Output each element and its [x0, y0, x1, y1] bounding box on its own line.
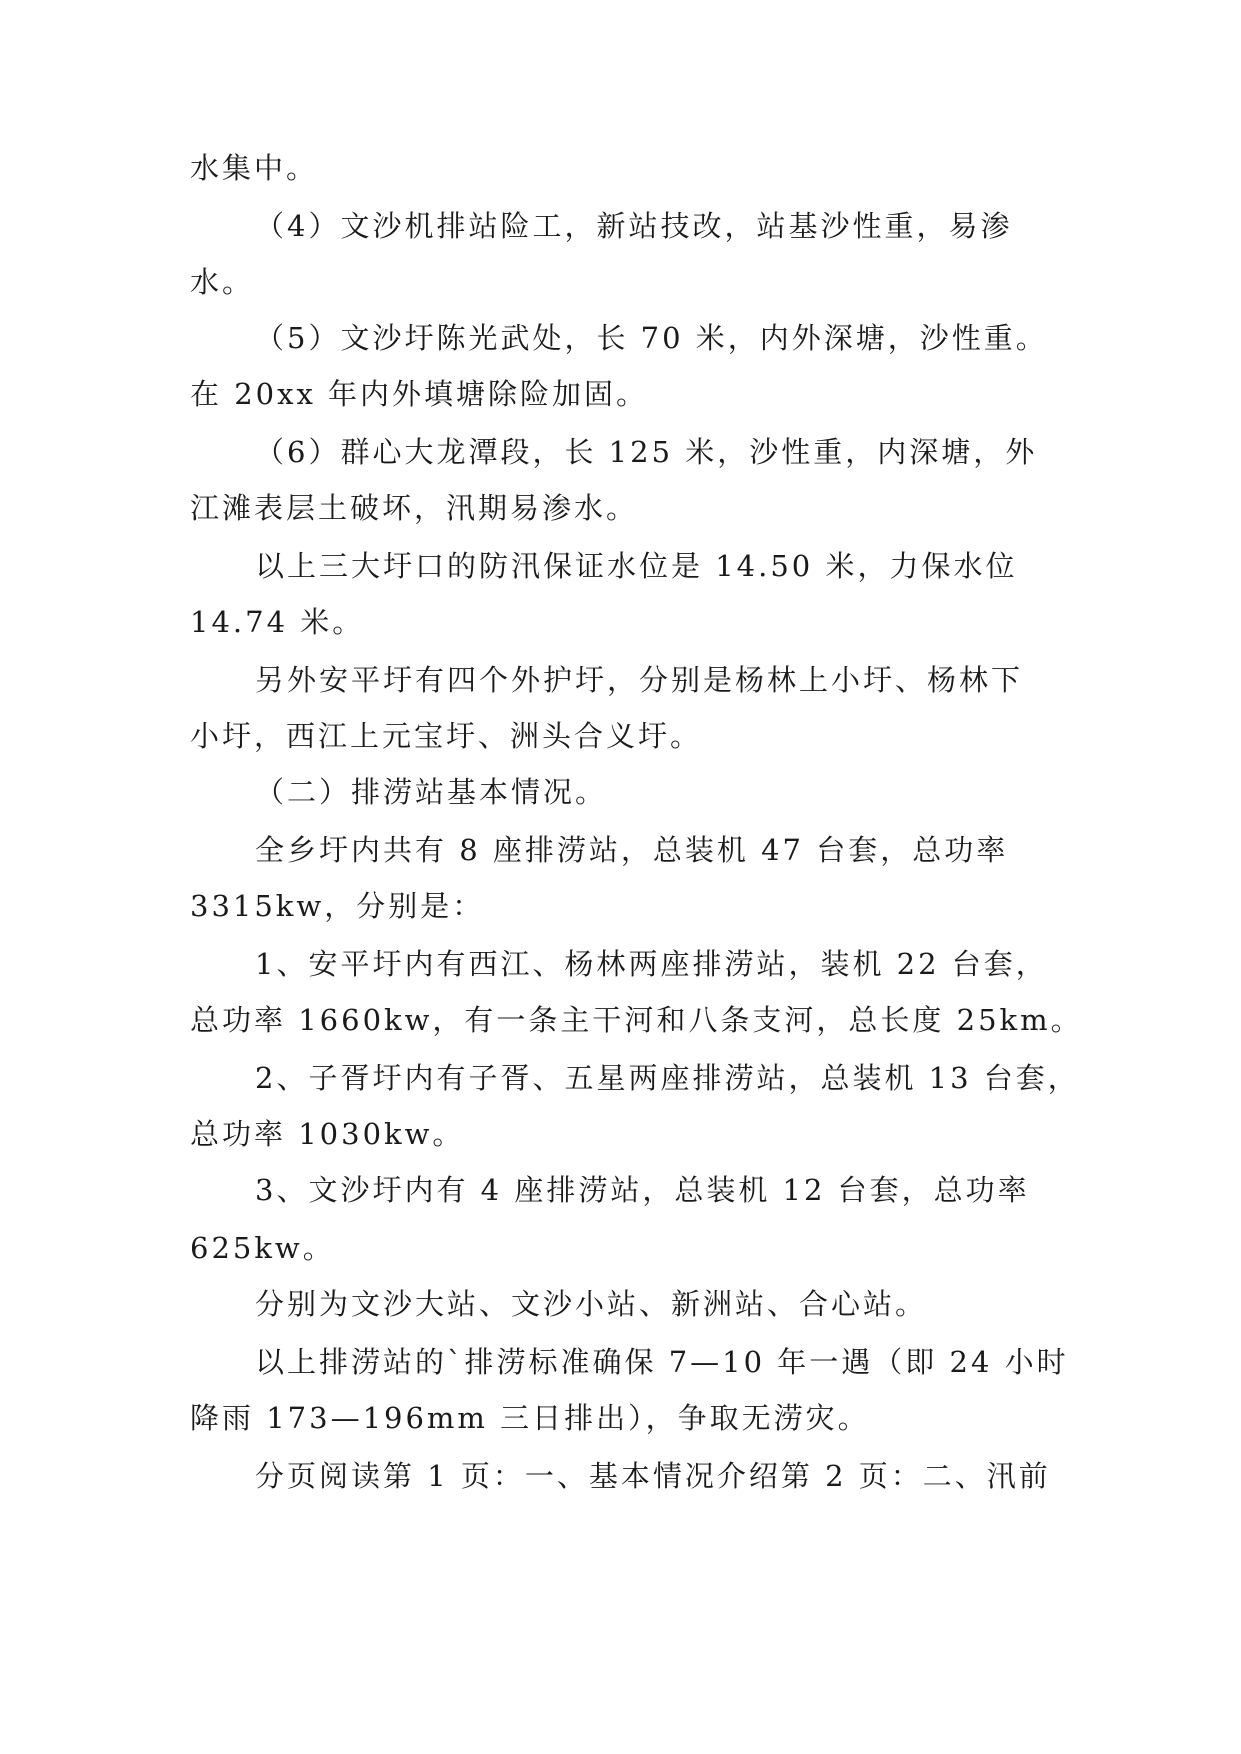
text-line: 总功率 1660kw，有一条主干河和八条支河，总长度 25km。 [190, 1003, 1083, 1037]
text-line: 另外安平圩有四个外护圩，分别是杨林上小圩、杨林下 [255, 663, 1024, 697]
text-line: 在 20xx 年内外填塘除险加固。 [190, 377, 649, 411]
text-line: 总功率 1030kw。 [190, 1117, 465, 1151]
text-line: 2、子胥圩内有子胥、五星两座排涝站，总装机 13 台套， [255, 1061, 1080, 1095]
text-line: 3315kw，分别是： [190, 889, 485, 923]
text-line: 江滩表层土破坏，汛期易渗水。 [190, 491, 639, 525]
text-line: （4）文沙机排站险工，新站技改，站基沙性重，易渗 [255, 209, 1013, 243]
text-line: 小圩，西江上元宝圩、洲头合义圩。 [190, 719, 703, 753]
text-line: （6）群心大龙潭段，长 125 米，沙性重，内深塘，外 [255, 435, 1038, 469]
text-line: 水集中。 [190, 151, 319, 185]
text-line: 625kw。 [190, 1231, 335, 1265]
text-line: 分别为文沙大站、文沙小站、新洲站、合心站。 [255, 1287, 928, 1321]
text-line: 14.74 米。 [190, 605, 365, 639]
text-line: 水。 [190, 265, 255, 299]
text-line: 1、安平圩内有西江、杨林两座排涝站，装机 22 台套， [255, 947, 1048, 981]
text-line: （5）文沙圩陈光武处，长 70 米，内外深塘，沙性重。 [255, 321, 1048, 355]
text-line: 以上三大圩口的防汛保证水位是 14.50 米，力保水位 [255, 549, 1018, 583]
text-line: 降雨 173—196mm 三日排出），争取无涝灾。 [190, 1401, 870, 1435]
text-line: 3、文沙圩内有 4 座排涝站，总装机 12 台套，总功率 [255, 1173, 1030, 1207]
text-line: 以上排涝站的`排涝标准确保 7—10 年一遇（即 24 小时 [255, 1345, 1069, 1379]
text-line: 全乡圩内共有 8 座排涝站，总装机 47 台套，总功率 [255, 833, 1009, 867]
text-line: 分页阅读第 1 页：一、基本情况介绍第 2 页：二、汛前 [255, 1459, 1051, 1493]
text-line: （二）排涝站基本情况。 [255, 775, 608, 809]
